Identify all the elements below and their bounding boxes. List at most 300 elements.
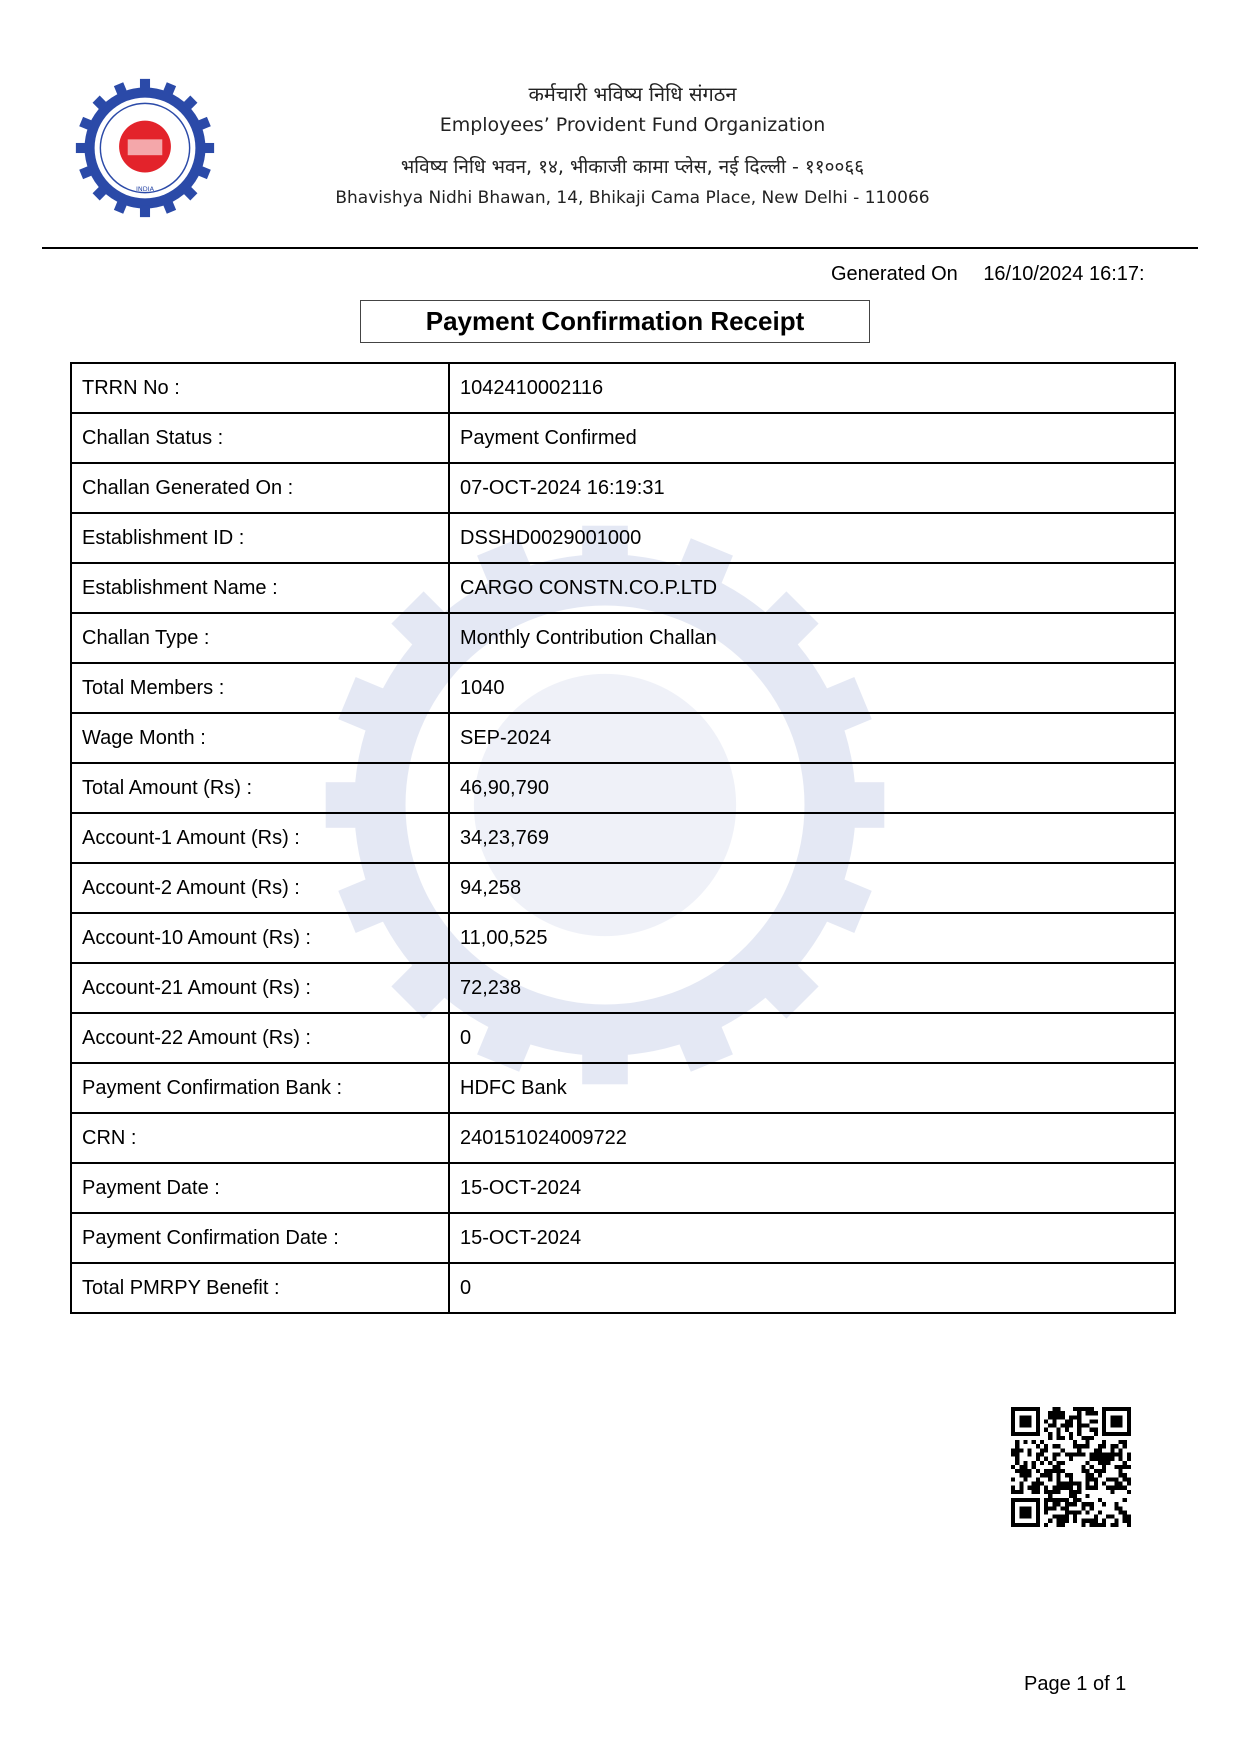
qr-module <box>1065 1473 1069 1477</box>
qr-module <box>1065 1428 1069 1432</box>
qr-module <box>1061 1519 1065 1523</box>
table-row <box>71 863 1175 913</box>
qr-module <box>1110 1448 1114 1452</box>
qr-module <box>1098 1461 1102 1465</box>
qr-module <box>1032 1498 1036 1502</box>
qr-module <box>1119 1424 1123 1428</box>
qr-module <box>1052 1515 1056 1519</box>
qr-module <box>1114 1453 1118 1457</box>
qr-module <box>1011 1515 1015 1519</box>
qr-module <box>1102 1469 1106 1473</box>
qr-module <box>1011 1424 1015 1428</box>
qr-module <box>1094 1448 1098 1452</box>
qr-module <box>1036 1502 1040 1506</box>
qr-module <box>1036 1490 1040 1494</box>
qr-module <box>1098 1469 1102 1473</box>
qr-module <box>1019 1407 1023 1411</box>
qr-module <box>1081 1453 1085 1457</box>
qr-module <box>1061 1486 1065 1490</box>
qr-module <box>1044 1498 1048 1502</box>
qr-module <box>1102 1465 1106 1469</box>
qr-module <box>1011 1448 1015 1452</box>
qr-module <box>1127 1411 1131 1415</box>
qr-module <box>1036 1453 1040 1457</box>
qr-module <box>1023 1415 1027 1419</box>
row-label: Total PMRPY Benefit : <box>71 1263 449 1313</box>
qr-module <box>1119 1481 1123 1485</box>
qr-module <box>1048 1477 1052 1481</box>
qr-module <box>1085 1494 1089 1498</box>
qr-module <box>1069 1453 1073 1457</box>
qr-module <box>1090 1428 1094 1432</box>
qr-module <box>1090 1477 1094 1481</box>
qr-module <box>1019 1515 1023 1519</box>
qr-module <box>1011 1502 1015 1506</box>
qr-module <box>1048 1411 1052 1415</box>
qr-module <box>1061 1506 1065 1510</box>
page-title: Payment Confirmation Receipt <box>360 300 870 343</box>
qr-module <box>1114 1415 1118 1419</box>
qr-module <box>1077 1481 1081 1485</box>
qr-module <box>1069 1419 1073 1423</box>
page-number: Page 1 of 1 <box>1024 1673 1127 1695</box>
qr-module <box>1015 1440 1019 1444</box>
qr-module <box>1057 1428 1061 1432</box>
qr-module <box>1127 1465 1131 1469</box>
qr-module <box>1065 1424 1069 1428</box>
qr-module <box>1057 1481 1061 1485</box>
row-label: Total Members : <box>71 663 449 713</box>
qr-module <box>1048 1473 1052 1477</box>
qr-module <box>1119 1465 1123 1469</box>
qr-module <box>1040 1453 1044 1457</box>
row-value: Monthly Contribution Challan <box>449 613 1175 663</box>
qr-module <box>1061 1481 1065 1485</box>
qr-module <box>1065 1519 1069 1523</box>
qr-module <box>1077 1419 1081 1423</box>
qr-module <box>1110 1444 1114 1448</box>
qr-module <box>1052 1453 1056 1457</box>
qr-module <box>1023 1498 1027 1502</box>
qr-module <box>1048 1415 1052 1419</box>
qr-module <box>1085 1510 1089 1514</box>
qr-module <box>1094 1432 1098 1436</box>
qr-module <box>1057 1473 1061 1477</box>
qr-module <box>1061 1498 1065 1502</box>
qr-module <box>1028 1498 1032 1502</box>
qr-module <box>1119 1510 1123 1514</box>
qr-module <box>1114 1419 1118 1423</box>
row-value: 11,00,525 <box>449 913 1175 963</box>
qr-module <box>1123 1440 1127 1444</box>
qr-module <box>1073 1490 1077 1494</box>
qr-module <box>1057 1502 1061 1506</box>
row-value: 07-OCT-2024 16:19:31 <box>449 463 1175 513</box>
qr-module <box>1102 1453 1106 1457</box>
generated-on <box>831 263 1165 286</box>
qr-module <box>1127 1453 1131 1457</box>
qr-module <box>1081 1465 1085 1469</box>
qr-module <box>1114 1506 1118 1510</box>
qr-module <box>1077 1415 1081 1419</box>
qr-module <box>1057 1469 1061 1473</box>
qr-module <box>1077 1424 1081 1428</box>
qr-module <box>1065 1419 1069 1423</box>
qr-module <box>1081 1506 1085 1510</box>
qr-module <box>1028 1486 1032 1490</box>
qr-module <box>1077 1444 1081 1448</box>
qr-module <box>1011 1465 1015 1469</box>
qr-module <box>1036 1415 1040 1419</box>
qr-module <box>1090 1486 1094 1490</box>
qr-module <box>1114 1407 1118 1411</box>
qr-module <box>1119 1453 1123 1457</box>
qr-module <box>1032 1465 1036 1469</box>
table-row <box>71 563 1175 613</box>
qr-module <box>1098 1523 1102 1527</box>
qr-module <box>1057 1465 1061 1469</box>
qr-module <box>1114 1519 1118 1523</box>
qr-module <box>1048 1490 1052 1494</box>
qr-module <box>1044 1469 1048 1473</box>
qr-module <box>1023 1477 1027 1481</box>
qr-module <box>1110 1424 1114 1428</box>
qr-module <box>1044 1473 1048 1477</box>
qr-module <box>1102 1523 1106 1527</box>
qr-module <box>1036 1444 1040 1448</box>
qr-module <box>1110 1432 1114 1436</box>
qr-module <box>1090 1457 1094 1461</box>
qr-module <box>1127 1428 1131 1432</box>
qr-module <box>1081 1502 1085 1506</box>
qr-module <box>1052 1407 1056 1411</box>
qr-module <box>1019 1490 1023 1494</box>
qr-module <box>1127 1515 1131 1519</box>
qr-module <box>1094 1428 1098 1432</box>
qr-module <box>1028 1453 1032 1457</box>
gear-tooth <box>140 206 150 218</box>
qr-module <box>1073 1515 1077 1519</box>
qr-module <box>1040 1473 1044 1477</box>
qr-module <box>1069 1486 1073 1490</box>
qr-module <box>1044 1506 1048 1510</box>
svg-text:INDIA: INDIA <box>135 185 155 194</box>
table-row <box>71 763 1175 813</box>
qr-module <box>1069 1424 1073 1428</box>
qr-module <box>1057 1461 1061 1465</box>
row-value: CARGO CONSTN.CO.P.LTD <box>449 563 1175 613</box>
qr-module <box>1057 1523 1061 1527</box>
qr-module <box>1028 1424 1032 1428</box>
qr-module <box>1052 1486 1056 1490</box>
qr-module <box>1106 1453 1110 1457</box>
qr-module <box>1028 1515 1032 1519</box>
row-value: DSSHD0029001000 <box>449 513 1175 563</box>
table-row <box>71 1113 1175 1163</box>
qr-module <box>1077 1453 1081 1457</box>
qr-module <box>1127 1415 1131 1419</box>
table-row <box>71 713 1175 763</box>
qr-module <box>1065 1453 1069 1457</box>
row-label: CRN : <box>71 1113 449 1163</box>
qr-module <box>1098 1473 1102 1477</box>
qr-module <box>1052 1506 1056 1510</box>
qr-module <box>1102 1502 1106 1506</box>
qr-module <box>1057 1415 1061 1419</box>
qr-module <box>1085 1502 1089 1506</box>
qr-module <box>1011 1419 1015 1423</box>
qr-module <box>1044 1444 1048 1448</box>
qr-module <box>1019 1523 1023 1527</box>
qr-module <box>1052 1424 1056 1428</box>
qr-module <box>1011 1407 1015 1411</box>
address-hindi: भविष्य निधि भवन, १४, भीकाजी कामा प्लेस, नई दिल्ली - ११००६६ <box>400 156 865 178</box>
qr-module <box>1106 1407 1110 1411</box>
qr-module <box>1110 1457 1114 1461</box>
qr-module <box>1044 1428 1048 1432</box>
qr-module <box>1052 1498 1056 1502</box>
qr-module <box>1069 1494 1073 1498</box>
qr-module <box>1102 1415 1106 1419</box>
qr-module <box>1023 1473 1027 1477</box>
qr-module <box>1102 1481 1106 1485</box>
qr-module <box>1048 1461 1052 1465</box>
qr-module <box>1036 1419 1040 1423</box>
qr-module <box>1110 1407 1114 1411</box>
qr-module <box>1114 1523 1118 1527</box>
qr-module <box>1011 1477 1015 1481</box>
qr-module <box>1110 1486 1114 1490</box>
qr-module <box>1077 1448 1081 1452</box>
qr-module <box>1023 1510 1027 1514</box>
qr-module <box>1102 1444 1106 1448</box>
qr-module <box>1048 1432 1052 1436</box>
qr-module <box>1090 1453 1094 1457</box>
qr-module <box>1032 1461 1036 1465</box>
qr-module <box>1106 1515 1110 1519</box>
qr-module <box>1069 1432 1073 1436</box>
row-value: 15-OCT-2024 <box>449 1213 1175 1263</box>
qr-module <box>1028 1469 1032 1473</box>
qr-module <box>1015 1453 1019 1457</box>
qr-module <box>1090 1519 1094 1523</box>
qr-module <box>1023 1432 1027 1436</box>
qr-module <box>1015 1457 1019 1461</box>
qr-module <box>1040 1448 1044 1452</box>
qr-module <box>1052 1465 1056 1469</box>
qr-module <box>1073 1444 1077 1448</box>
qr-module <box>1052 1469 1056 1473</box>
qr-module <box>1123 1486 1127 1490</box>
qr-module <box>1032 1407 1036 1411</box>
qr-module <box>1081 1444 1085 1448</box>
qr-module <box>1048 1494 1052 1498</box>
qr-module <box>1094 1453 1098 1457</box>
row-label: Establishment ID : <box>71 513 449 563</box>
qr-module <box>1094 1486 1098 1490</box>
qr-module <box>1069 1415 1073 1419</box>
qr-module <box>1061 1436 1065 1440</box>
qr-module <box>1036 1469 1040 1473</box>
qr-module <box>1077 1490 1081 1494</box>
qr-module <box>1090 1502 1094 1506</box>
table-row <box>71 1013 1175 1063</box>
qr-module <box>1090 1523 1094 1527</box>
qr-module <box>1048 1436 1052 1440</box>
qr-module <box>1114 1486 1118 1490</box>
row-label: Account-22 Amount (Rs) : <box>71 1013 449 1063</box>
qr-module <box>1011 1453 1015 1457</box>
qr-module <box>1036 1432 1040 1436</box>
qr-module <box>1127 1407 1131 1411</box>
qr-module <box>1023 1523 1027 1527</box>
qr-module <box>1110 1515 1114 1519</box>
qr-module <box>1090 1436 1094 1440</box>
qr-module <box>1011 1498 1015 1502</box>
qr-module <box>1040 1481 1044 1485</box>
qr-module <box>1011 1486 1015 1490</box>
qr-module <box>1085 1411 1089 1415</box>
qr-module <box>1073 1481 1077 1485</box>
qr-module <box>1011 1428 1015 1432</box>
qr-module <box>1114 1465 1118 1469</box>
receipt-table <box>70 362 1176 1314</box>
row-label: Challan Type : <box>71 613 449 663</box>
qr-module <box>1036 1424 1040 1428</box>
row-label: Account-21 Amount (Rs) : <box>71 963 449 1013</box>
qr-module <box>1028 1407 1032 1411</box>
qr-module <box>1102 1440 1106 1444</box>
row-label: Establishment Name : <box>71 563 449 613</box>
qr-module <box>1102 1519 1106 1523</box>
qr-module <box>1127 1490 1131 1494</box>
qr-module <box>1069 1481 1073 1485</box>
address-english: Bhavishya Nidhi Bhawan, 14, Bhikaji Cama Place, New Delhi - 110066 <box>335 188 930 208</box>
table-row <box>71 1213 1175 1263</box>
qr-module <box>1015 1498 1019 1502</box>
qr-module <box>1123 1461 1127 1465</box>
qr-module <box>1011 1490 1015 1494</box>
qr-module <box>1028 1506 1032 1510</box>
row-label: Payment Confirmation Bank : <box>71 1063 449 1113</box>
qr-module <box>1044 1490 1048 1494</box>
qr-module <box>1119 1432 1123 1436</box>
qr-module <box>1019 1465 1023 1469</box>
qr-module <box>1077 1498 1081 1502</box>
qr-module <box>1019 1424 1023 1428</box>
qr-module <box>1073 1453 1077 1457</box>
qr-module <box>1127 1477 1131 1481</box>
qr-module <box>1127 1457 1131 1461</box>
qr-module <box>1061 1523 1065 1527</box>
row-label: TRRN No : <box>71 363 449 413</box>
qr-module <box>1057 1411 1061 1415</box>
qr-module <box>1040 1440 1044 1444</box>
qr-module <box>1044 1448 1048 1452</box>
qr-module <box>1102 1432 1106 1436</box>
qr-module <box>1023 1469 1027 1473</box>
qr-module <box>1048 1424 1052 1428</box>
qr-module <box>1110 1453 1114 1457</box>
qr-module <box>1102 1407 1106 1411</box>
qr-module <box>1077 1407 1081 1411</box>
qr-module <box>1127 1424 1131 1428</box>
qr-module <box>1061 1461 1065 1465</box>
qr-module <box>1119 1407 1123 1411</box>
qr-module <box>1119 1419 1123 1423</box>
row-value: 72,238 <box>449 963 1175 1013</box>
qr-module <box>1032 1486 1036 1490</box>
qr-module <box>1028 1415 1032 1419</box>
qr-module <box>1069 1457 1073 1461</box>
qr-module <box>1081 1523 1085 1527</box>
qr-module <box>1057 1490 1061 1494</box>
qr-module <box>1094 1519 1098 1523</box>
qr-module <box>1098 1457 1102 1461</box>
qr-module <box>1023 1419 1027 1423</box>
table-row <box>71 463 1175 513</box>
qr-module <box>1036 1523 1040 1527</box>
qr-module <box>1019 1469 1023 1473</box>
row-label: Account-10 Amount (Rs) : <box>71 913 449 963</box>
qr-module <box>1019 1432 1023 1436</box>
qr-module <box>1081 1469 1085 1473</box>
qr-module <box>1123 1519 1127 1523</box>
row-value: 240151024009722 <box>449 1113 1175 1163</box>
qr-module <box>1057 1432 1061 1436</box>
qr-module <box>1057 1519 1061 1523</box>
qr-module <box>1077 1428 1081 1432</box>
table-row <box>71 1163 1175 1213</box>
row-label: Challan Status : <box>71 413 449 463</box>
qr-module <box>1028 1419 1032 1423</box>
qr-module <box>1057 1486 1061 1490</box>
qr-module <box>1065 1515 1069 1519</box>
qr-module <box>1069 1436 1073 1440</box>
qr-module <box>1052 1457 1056 1461</box>
qr-module <box>1123 1498 1127 1502</box>
qr-module <box>1011 1519 1015 1523</box>
qr-module <box>1015 1490 1019 1494</box>
qr-module <box>1052 1415 1056 1419</box>
qr-module <box>1057 1407 1061 1411</box>
qr-module <box>1081 1519 1085 1523</box>
qr-module <box>1019 1498 1023 1502</box>
row-label: Account-1 Amount (Rs) : <box>71 813 449 863</box>
qr-module <box>1123 1465 1127 1469</box>
qr-module <box>1119 1415 1123 1419</box>
qr-module <box>1069 1510 1073 1514</box>
qr-module <box>1044 1523 1048 1527</box>
row-label: Wage Month : <box>71 713 449 763</box>
qr-module <box>1052 1490 1056 1494</box>
qr-module <box>1015 1448 1019 1452</box>
qr-module <box>1019 1419 1023 1423</box>
qr-module <box>1015 1432 1019 1436</box>
qr-module <box>1077 1486 1081 1490</box>
qr-module <box>1098 1498 1102 1502</box>
qr-module <box>1085 1519 1089 1523</box>
qr-module <box>1023 1465 1027 1469</box>
qr-module <box>1094 1481 1098 1485</box>
qr-module <box>1036 1477 1040 1481</box>
qr-module <box>1085 1461 1089 1465</box>
qr-module <box>1019 1486 1023 1490</box>
qr-module <box>1114 1481 1118 1485</box>
qr-module <box>1090 1407 1094 1411</box>
table-row <box>71 1063 1175 1113</box>
qr-module <box>1106 1461 1110 1465</box>
